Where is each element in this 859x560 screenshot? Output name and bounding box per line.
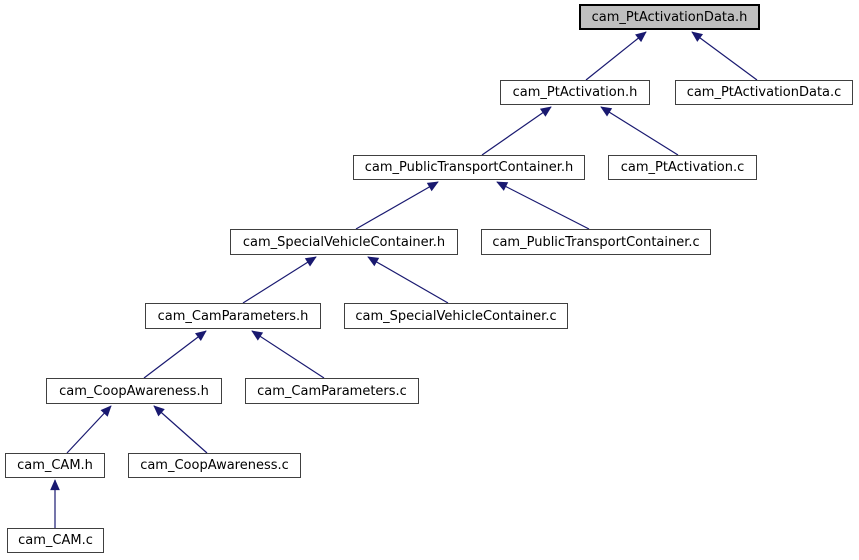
- edge-cam-cam-h-to-cam-coopawareness-h: [67, 406, 111, 453]
- node-cam-ptactivationdata-h[interactable]: cam_PtActivationData.h: [579, 4, 760, 30]
- node-cam-coopawareness-c[interactable]: cam_CoopAwareness.c: [128, 453, 301, 478]
- node-cam-ptactivation-h[interactable]: cam_PtActivation.h: [500, 80, 650, 105]
- node-cam-specialvehiclecontainer-c[interactable]: cam_SpecialVehicleContainer.c: [344, 303, 568, 329]
- node-cam-coopawareness-h[interactable]: cam_CoopAwareness.h: [46, 378, 222, 404]
- edge-cam-ptactivation-h-to-cam-ptactivationdata-h: [586, 32, 646, 80]
- node-cam-cam-c[interactable]: cam_CAM.c: [7, 528, 104, 553]
- edge-cam-specialvehiclecontainer-h-to-cam-publictransportcontainer-h: [356, 182, 438, 229]
- edge-cam-coopawareness-c-to-cam-coopawareness-h: [154, 406, 207, 453]
- edge-cam-publictransportcontainer-c-to-cam-publictransportcontainer-h: [497, 182, 589, 229]
- edge-cam-camparameters-c-to-cam-camparameters-h: [252, 331, 324, 378]
- node-cam-camparameters-h[interactable]: cam_CamParameters.h: [145, 303, 321, 329]
- node-cam-publictransportcontainer-c[interactable]: cam_PublicTransportContainer.c: [481, 229, 711, 255]
- node-cam-cam-h[interactable]: cam_CAM.h: [5, 453, 105, 478]
- node-cam-publictransportcontainer-h[interactable]: cam_PublicTransportContainer.h: [353, 155, 585, 180]
- node-cam-ptactivationdata-c[interactable]: cam_PtActivationData.c: [675, 80, 853, 105]
- node-cam-specialvehiclecontainer-h[interactable]: cam_SpecialVehicleContainer.h: [230, 229, 458, 255]
- edge-cam-publictransportcontainer-h-to-cam-ptactivation-h: [482, 107, 551, 155]
- edge-cam-specialvehiclecontainer-c-to-cam-specialvehiclecontainer-h: [368, 257, 448, 303]
- node-cam-ptactivation-c[interactable]: cam_PtActivation.c: [608, 155, 757, 180]
- edge-cam-coopawareness-h-to-cam-camparameters-h: [144, 331, 206, 378]
- edge-cam-ptactivationdata-c-to-cam-ptactivationdata-h: [692, 32, 757, 80]
- edge-cam-ptactivation-c-to-cam-ptactivation-h: [601, 107, 678, 155]
- edge-cam-camparameters-h-to-cam-specialvehiclecontainer-h: [243, 257, 316, 303]
- node-cam-camparameters-c[interactable]: cam_CamParameters.c: [245, 378, 419, 404]
